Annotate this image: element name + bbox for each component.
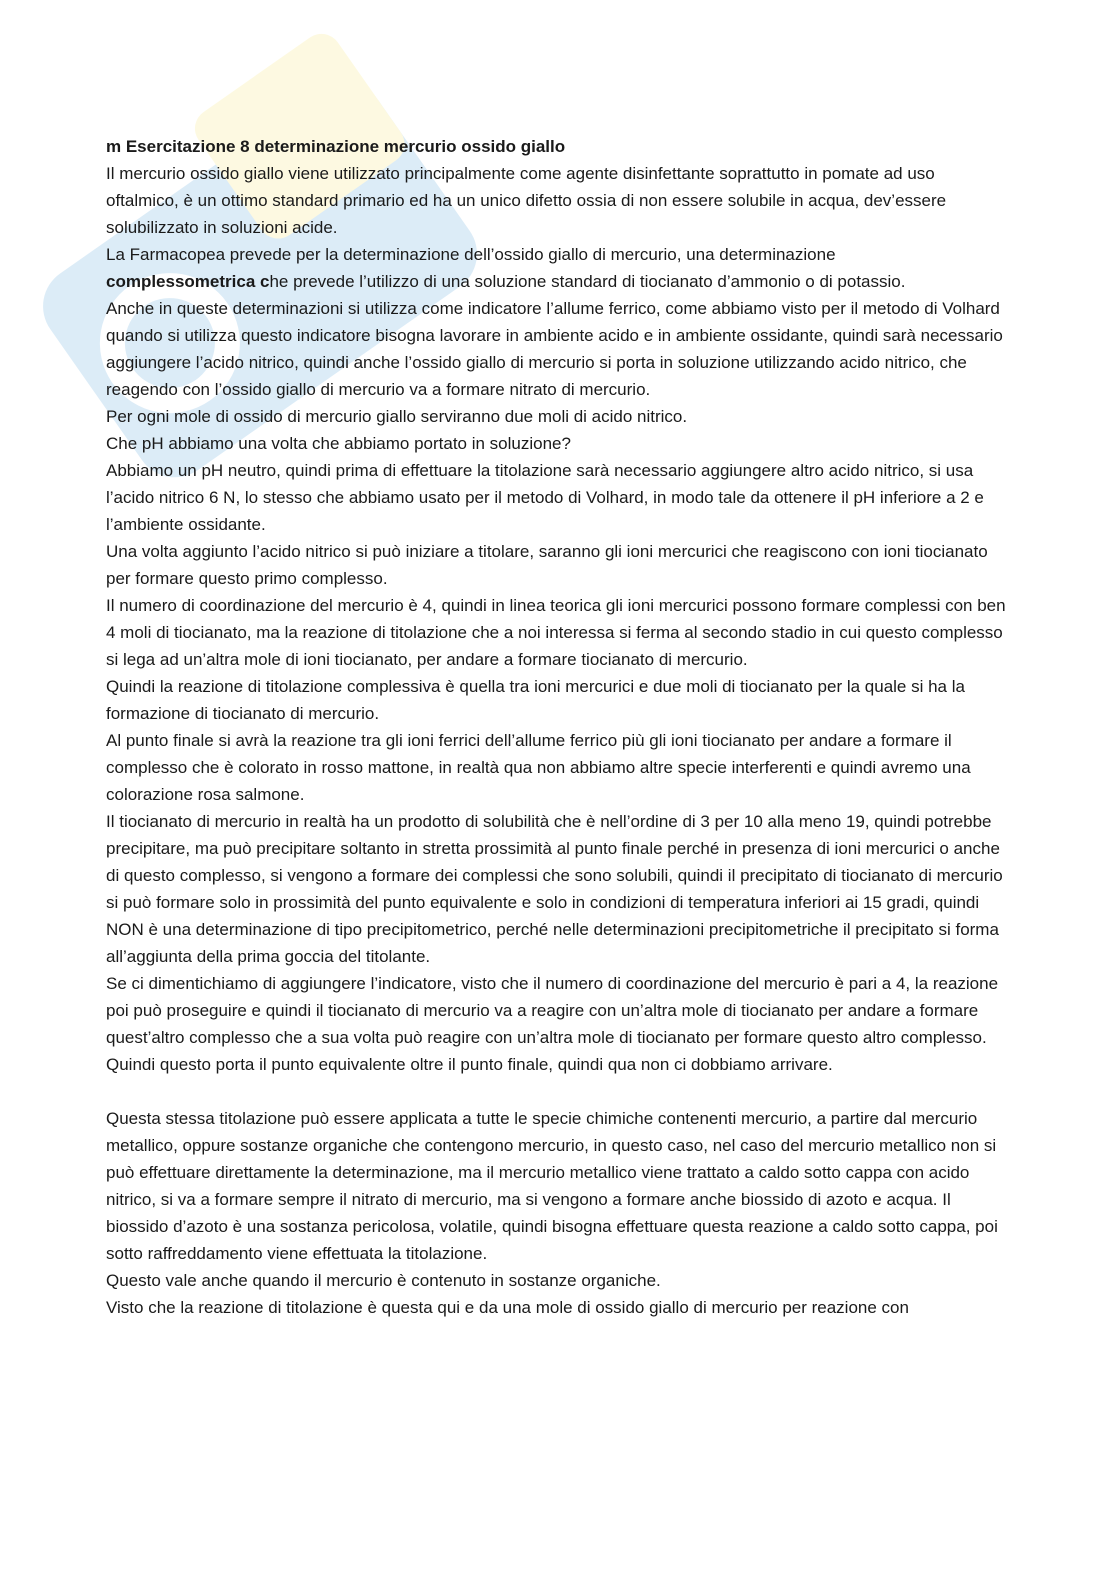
paragraph-mixed [106,268,1010,295]
paragraph-continuation: he prevede l’utilizzo di una soluzione standard di tiocianato d’ammonio o di potassio. [269,272,906,291]
paragraph: Il numero di coordinazione del mercurio è 4, quindi in linea teorica gli ioni mercurici possono formare complessi con ben 4 moli di tiocianato, ma la reazione di titolazione che a noi interessa si ferma al secondo stadio in cui questo complesso si lega ad un’altra mole di ioni tiocianato, per andare a formare tiocianato di mercurio. [106,596,1006,669]
paragraph: Quindi questo porta il punto equivalente oltre il punto finale, quindi qua non ci dobbiamo arrivare. [106,1055,833,1074]
paragraph: Questo vale anche quando il mercurio è contenuto in sostanze organiche. [106,1271,661,1290]
paragraph-spacer [106,1078,1010,1105]
paragraph: Che pH abbiamo una volta che abbiamo portato in soluzione? [106,434,571,453]
paragraph: Al punto finale si avrà la reazione tra gli ioni ferrici dell’allume ferrico più gli ioni tiocianato per andare a formare il complesso che è colorato in rosso mattone, in realtà qua non abbiamo altre specie interferenti e quindi avremo una colorazione rosa salmone. [106,731,971,804]
document-page [106,133,1010,1321]
paragraph: Una volta aggiunto l’acido nitrico si può iniziare a titolare, saranno gli ioni mercurici che reagiscono con ioni tiocianato per formare questo primo complesso. [106,542,988,588]
bold-term: complessometrica c [106,272,270,291]
paragraph: La Farmacopea prevede per la determinazione dell’ossido giallo di mercurio, una determinazione [106,245,836,264]
paragraph: Quindi la reazione di titolazione complessiva è quella tra ioni mercurici e due moli di tiocianato per la quale si ha la formazione di tiocianato di mercurio. [106,677,965,723]
paragraph: Visto che la reazione di titolazione è questa qui e da una mole di ossido giallo di mercurio per reazione con [106,1298,909,1317]
document-title: m Esercitazione 8 determinazione mercurio ossido giallo [106,137,566,156]
paragraph: Per ogni mole di ossido di mercurio giallo serviranno due moli di acido nitrico. [106,407,688,426]
paragraph: Il tiocianato di mercurio in realtà ha un prodotto di solubilità che è nell’ordine di 3 per 10 alla meno 19, quindi potrebbe precipitare, ma può precipitare soltanto in stretta prossimità al punto finale perché in presenza di ioni mercurici o anche di questo complesso, si vengono a formare dei complessi che sono solubili, quindi il precipitato di tiocianato di mercurio si può formare solo in prossimità del punto equivalente e solo in condizioni di temperatura inferiori ai 15 gradi, quindi NON è una determinazione di tipo precipitometrico, perché nelle determinazioni precipitometriche il precipitato si forma all’aggiunta della prima goccia del titolante. [106,812,1003,966]
paragraph: Se ci dimentichiamo di aggiungere l’indicatore, visto che il numero di coordinazione del mercurio è pari a 4, la reazione poi può proseguire e quindi il tiocianato di mercurio va a reagire con un’altra mole di tiocianato per andare a formare quest’altro complesso che a sua volta può reagire con un’altra mole di tiocianato per formare questo altro complesso. [106,974,999,1047]
paragraph: Abbiamo un pH neutro, quindi prima di effettuare la titolazione sarà necessario aggiungere altro acido nitrico, si usa l’acido nitrico 6 N, lo stesso che abbiamo usato per il metodo di Volhard, in modo tale da ottenere il pH inferiore a 2 e l’ambiente ossidante. [106,461,984,534]
paragraph: Questa stessa titolazione può essere applicata a tutte le specie chimiche contenenti mercurio, a partire dal mercurio metallico, oppure sostanze organiche che contengono mercurio, in questo caso, nel caso del mercurio metallico non si può effettuare direttamente la determinazione, ma il mercurio metallico viene trattato a caldo sotto cappa con acido nitrico, si va a formare sempre il nitrato di mercurio, ma si vengono a formare anche biossido di azoto e acqua. Il biossido d’azoto è una sostanza pericolosa, volatile, quindi bisogna effettuare questa reazione a caldo sotto cappa, poi sotto raffreddamento viene effettuata la titolazione. [106,1109,998,1263]
paragraph: Il mercurio ossido giallo viene utilizzato principalmente come agente disinfettante soprattutto in pomate ad uso oftalmico, è un ottimo standard primario ed ha un unico difetto ossia di non essere solubile in acqua, dev’essere solubilizzato in soluzioni acide. [106,164,947,237]
paragraph: Anche in queste determinazioni si utilizza come indicatore l’allume ferrico, come abbiamo visto per il metodo di Volhard quando si utilizza questo indicatore bisogna lavorare in ambiente acido e in ambiente ossidante, quindi sarà necessario aggiungere l’acido nitrico, quindi anche l’ossido giallo di mercurio si porta in soluzione utilizzando acido nitrico, che reagendo con l’ossido giallo di mercurio va a formare nitrato di mercurio. [106,299,1003,399]
